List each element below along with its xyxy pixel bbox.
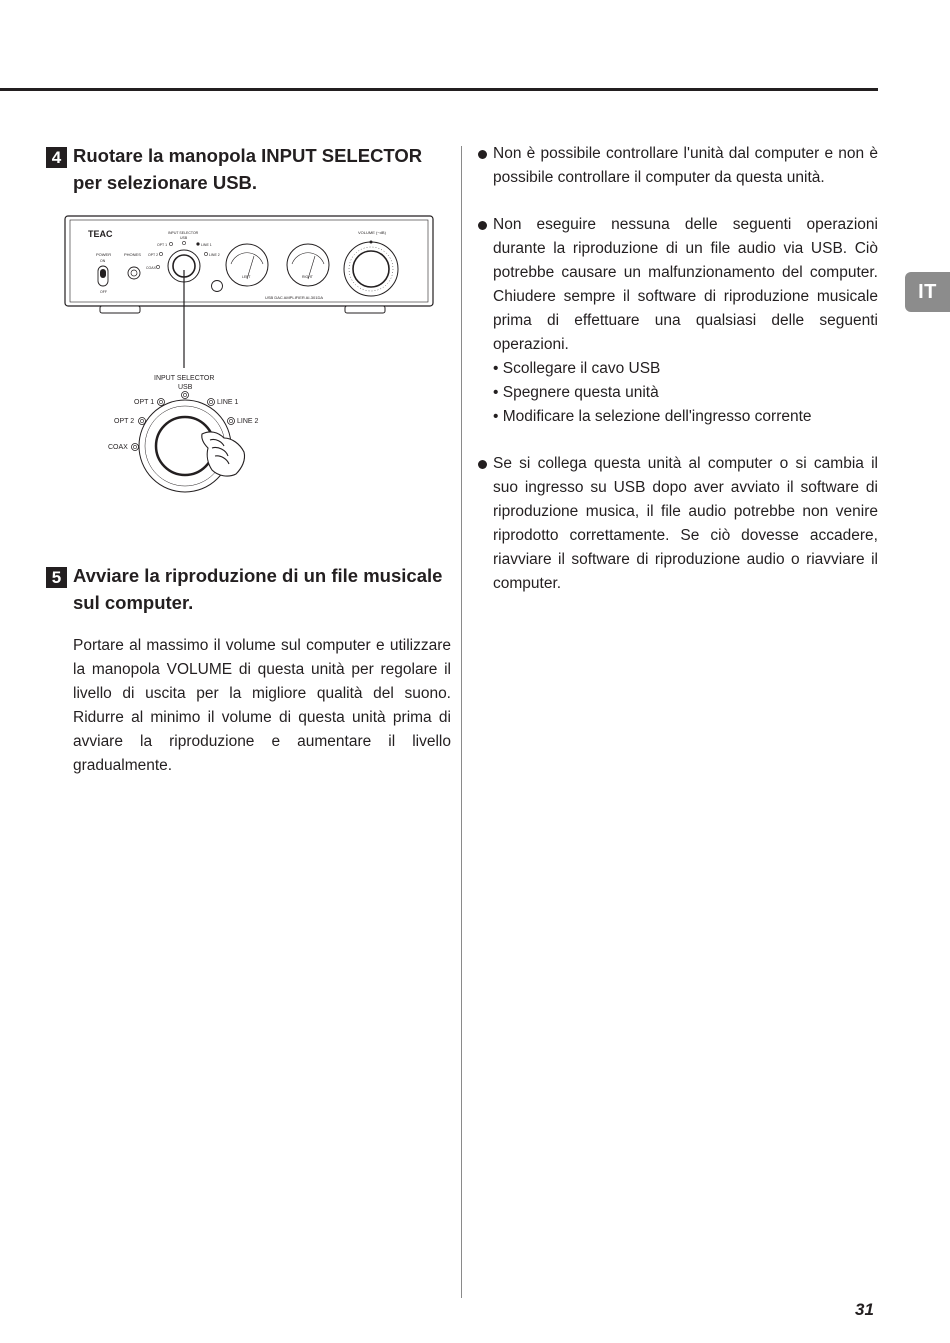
device-line1-label: LINE 1 <box>201 243 212 247</box>
bullet-dot-icon <box>478 221 487 230</box>
bullet-dot-icon <box>478 150 487 159</box>
step-5-title: Avviare la riproduzione di un file musicale sul computer. <box>73 565 443 613</box>
step-5-body: Portare al massimo il volume sul computer e utilizzare la manopola VOLUME di questa unità per regolare il livello di uscita per la migliore qualità del suono. Ridurre al minimo il volume di questa unità prima di avviare la riproduzione e aumentare il livello gradualmente. <box>73 637 451 774</box>
input-selector-label: INPUT SELECTOR <box>154 375 215 382</box>
step-4-title: Ruotare la manopola INPUT SELECTOR per selezionare USB. <box>73 145 423 193</box>
note-2-subitem: • Spegnere questa unità <box>493 384 659 401</box>
step-4 <box>46 142 451 196</box>
note-2-subitem: • Modificare la selezione dell'ingresso corrente <box>493 408 812 425</box>
line2-label: LINE 2 <box>237 418 259 425</box>
device-coax-label: COAX <box>146 266 156 270</box>
device-line2-label: LINE 2 <box>209 253 220 257</box>
phones-label: PHONES <box>124 252 141 257</box>
note-2-text: Non eseguire nessuna delle seguenti operazioni durante la riproduzione di un file audio via USB. Ciò potrebbe causare un malfunzionamento del computer. Chiudere sempre il software di riproduzione musicale prima di effettuare una qualsiasi delle seguenti operazioni. <box>493 216 878 353</box>
notes-column <box>476 142 878 619</box>
brand-logo: TEAC <box>88 229 113 239</box>
power-off-label: OFF <box>100 290 107 294</box>
right-meter-label: RIGHT <box>302 275 313 279</box>
line1-label: LINE 1 <box>217 399 239 406</box>
device-opt2-label: OPT 2 <box>148 253 159 257</box>
top-rule <box>0 88 878 91</box>
note-2-subitem: • Scollegare il cavo USB <box>493 360 661 377</box>
column-divider <box>461 146 462 1298</box>
power-label: POWER <box>96 252 112 257</box>
note-2 <box>476 213 878 429</box>
note-2-sublist <box>493 357 878 429</box>
device-usb-label: USB <box>180 236 188 240</box>
note-3 <box>476 452 878 596</box>
step-4-number: 4 <box>46 147 67 168</box>
step-5-number: 5 <box>46 567 67 588</box>
bullet-dot-icon <box>478 460 487 469</box>
language-tab: IT <box>905 272 950 312</box>
coax-label: COAX <box>108 444 128 451</box>
step-5 <box>46 562 451 778</box>
opt1-label: OPT 1 <box>134 399 155 406</box>
power-on-label: ON <box>100 259 106 263</box>
device-opt1-label: OPT 1 <box>157 243 168 247</box>
model-label: USB DAC AMPLIFIER AI-301DA <box>265 295 324 300</box>
left-meter-label: LEFT <box>242 275 251 279</box>
note-1 <box>476 142 878 190</box>
opt2-label: OPT 2 <box>114 418 135 425</box>
device-input-selector-label: INPUT SELECTOR <box>168 231 199 235</box>
note-3-text: Se si collega questa unità al computer o si cambia il suo ingresso su USB dopo aver avviato il software di riproduzione musica, il file audio potrebbe non venire riprodotto correttamente. Se ciò dovesse accadere, riavviare il software di riproduzione audio o riavviare il computer. <box>493 455 878 592</box>
amplifier-illustration <box>60 212 440 502</box>
page-number: 31 <box>855 1300 874 1319</box>
volume-label: VOLUME (−dB) <box>358 230 386 235</box>
usb-label: USB <box>178 384 193 391</box>
note-1-text: Non è possibile controllare l'unità dal computer e non è possibile controllare il computer da questa unità. <box>493 145 878 186</box>
